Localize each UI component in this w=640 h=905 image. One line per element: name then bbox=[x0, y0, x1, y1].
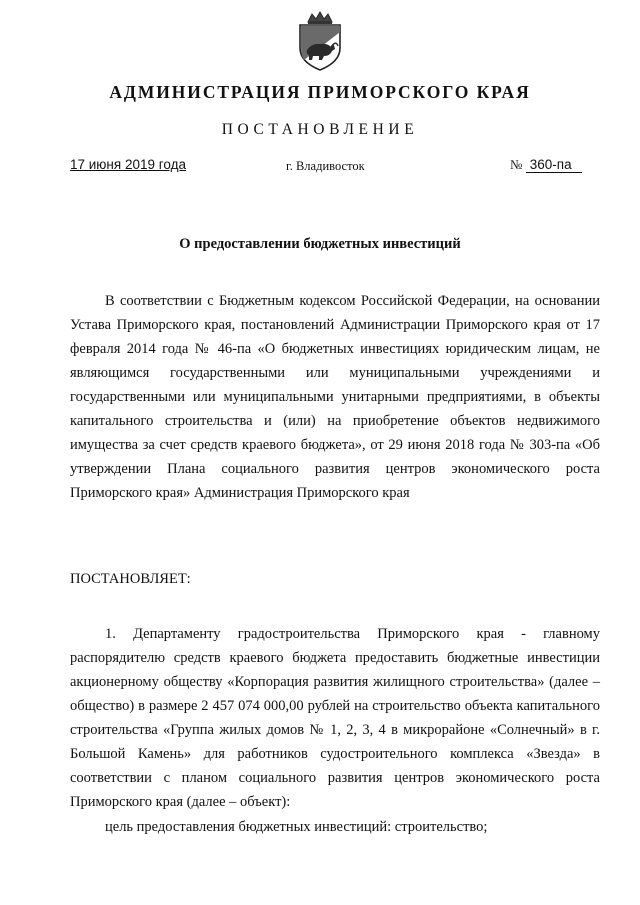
document-meta-row bbox=[0, 155, 640, 181]
number-value: 360-па bbox=[526, 157, 582, 173]
organization-name: АДМИНИСТРАЦИЯ ПРИМОРСКОГО КРАЯ bbox=[109, 82, 531, 102]
number-sign: № bbox=[510, 157, 523, 172]
document-date: 17 июня 2019 года bbox=[70, 157, 186, 172]
item-1-paragraph: 1. Департаменту градостроительства Приморского края - главному распорядителю средств краевого бюджета предоставить бюджетные инвестиции акционерному обществу «Корпорация развития жилищного строительства» (далее – общество) в размере 2 457 074 000,00 рублей на строительство объекта капитального строительства «Группа жилых домов № 1, 2, 3, 4 в микрорайоне «Солнечный» в г. Большой Камень» для работников судостроительного комплекса «Звезда» в соответствии с планом социального развития центров экономического роста Приморского края (далее – объект): bbox=[70, 626, 600, 810]
coat-of-arms-icon bbox=[294, 10, 346, 72]
document-city: г. Владивосток bbox=[286, 159, 365, 173]
document-title: О предоставлении бюджетных инвестиций bbox=[179, 236, 461, 252]
item-1-goal-paragraph: цель предоставления бюджетных инвестиций: строительство; bbox=[105, 819, 488, 835]
document-number bbox=[510, 157, 582, 173]
document-type: ПОСТАНОВЛЕНИЕ bbox=[221, 121, 419, 138]
preamble-paragraph: В соответствии с Бюджетным кодексом Российской Федерации, на основании Устава Приморского края, постановлений Администрации Приморского края от 17 февраля 2014 года № 46-па «О бюджетных инвестициях юридическим лицам, не являющимся государственными или муниципальными учреждениями и государственными или муниципальными унитарными предприятиями, в объекты капитального строительства и (или) на приобретение объектов недвижимого имущества за счет средств краевого бюджета», от 29 июня 2018 года № 303-па «Об утверждении Плана социального развития центров экономического роста Приморского края» Администрация Приморского края bbox=[70, 293, 600, 501]
decree-word: ПОСТАНОВЛЯЕТ: bbox=[70, 571, 191, 587]
